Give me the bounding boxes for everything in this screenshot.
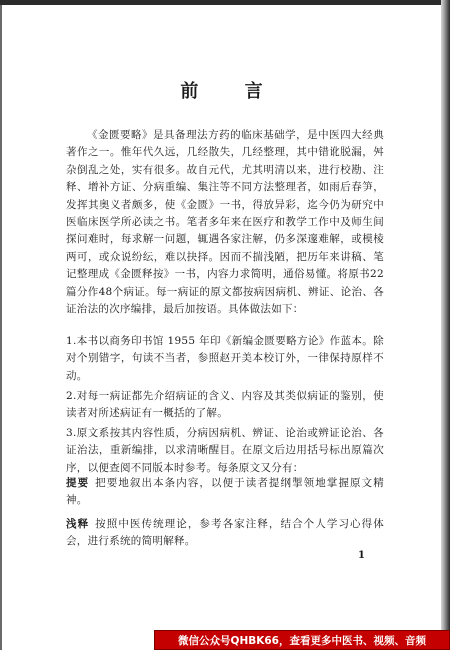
page-title: 前 言 [180, 81, 283, 102]
qianshi-label: 浅释 [66, 518, 90, 530]
method-item-2: 2.对每一病证都先介绍病证的含义、内容及其类似病证的鉴别，使读者对所述病证有一概括的了解。 [66, 390, 384, 420]
intro-paragraph: 《金匮要略》是具备理法方药的临床基础学，是中医四大经典著作之一。惟年代久远，几经散失，几经整理，其中错讹脱漏，舛杂倒乱之处，实有很多。故自元代，尤其明清以来，进行校勘、注释、增补方证、分病重编、集注等不同方法整理者，如雨后春笋，发挥其奥义者颇多，使《金匮》一书，得放异彩，迄今仍为研究中医临床医学所必读之书。笔者多年来在医疗和教学工作中及师生间探问难时，每求解一问题，辄遇各家注解，仍多深邃难解，或模棱两可，或众说纷纭，难以抉择。因而不揣浅陋，把历年来讲稿、笔记整理成《金匮释按》一书，内容力求简明，通俗易懂。将原书22篇分作48个病证。每一病证的原文都按病因病机、辨证、论治、各证治法的次序编排，最后加按语。具体做法如下： [66, 129, 384, 316]
document-page [2, 5, 441, 629]
method-item-1: 1.本书以商务印书馆 1955 年印《新编金匮要略方论》作蓝本。除对个别错字，句读不当者，参照赵开美本校订外，一律保持原样不动。 [66, 335, 384, 382]
page-number: 1 [358, 550, 365, 561]
method-item-3: 3.原文系按其内容性质，分病因病机、辨证、论治或辨证论治、各证治法，重新编排，以求清晰醒目。在原文后边用括号标出原篇次序，以便查阅不同版本时参考。每条原文又分有： [66, 427, 384, 474]
tiyao-entry [66, 475, 384, 510]
tiyao-label: 提要 [66, 477, 90, 489]
vertical-scrollbar[interactable] [441, 0, 450, 650]
qianshi-entry [66, 516, 384, 551]
qianshi-text: 按照中医传统理论，参考各家注释，结合个人学习心得体会，进行系统的简明解释。 [66, 518, 384, 548]
promo-banner[interactable]: 微信公众号QHBK66，查看更多中医书、视频、音频 [154, 630, 450, 650]
tiyao-text: 把要地叙出本条内容，以便于读者提纲掣领地掌握原文精神。 [66, 477, 384, 507]
